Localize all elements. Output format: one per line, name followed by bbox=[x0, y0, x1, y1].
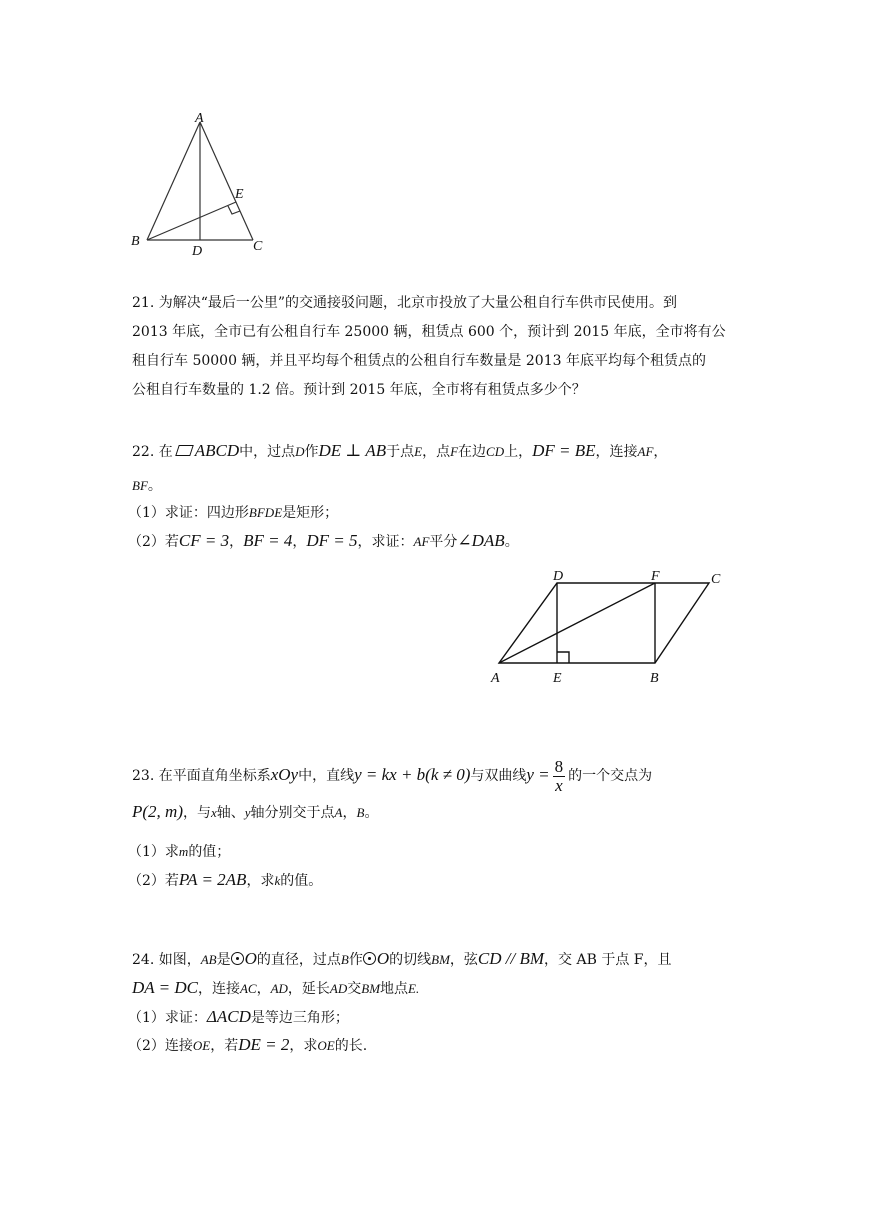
q22-part-1: （1）求证：四边形BFDE是矩形； bbox=[128, 505, 339, 521]
q24-part-2: （2）连接OE，若DE = 2，求OE的长. bbox=[128, 1035, 368, 1054]
label-b: B bbox=[650, 671, 659, 686]
q24-line-1: 24. 如图，AB是 O的直径，过点B作 O的切线BM，弦CD // BM，交 AB 于点 F，且 bbox=[132, 949, 672, 968]
label-d: D bbox=[553, 569, 564, 584]
q22-line-2: BF。 bbox=[132, 478, 162, 494]
q21-line-3: 租自行车 50000 辆，并且平均每个租赁点的公租自行车数量是 2013 年底平均每个租赁点的 bbox=[132, 353, 706, 369]
label-e: E bbox=[235, 187, 244, 202]
parallelogram-figure bbox=[480, 565, 730, 695]
label-c: C bbox=[711, 572, 721, 587]
circle-dot-icon bbox=[231, 952, 244, 965]
fraction-8-over-x: $\frac{8}{x}$ bbox=[554, 756, 564, 795]
label-e: E bbox=[553, 671, 562, 686]
label-d: D bbox=[192, 244, 203, 259]
triangle-figure bbox=[125, 110, 275, 260]
q23-line-2: P(2, m)，与x轴、y轴分别交于点A，B。 bbox=[132, 802, 379, 821]
parallelogram-icon bbox=[175, 445, 194, 456]
circle-dot-icon bbox=[363, 952, 376, 965]
q23-part-2: （2）若PA = 2AB，求k的值。 bbox=[128, 870, 323, 889]
q21-line-1: 21. 为解决“最后一公里”的交通接驳问题，北京市投放了大量公租自行车供市民使用。到 bbox=[132, 295, 678, 311]
q23-line-1: 23. 在平面直角坐标系xOy中，直线y = kx + b(k ≠ 0)与双曲线y = $\frac{8}{x}$ 的一个交点为 bbox=[132, 756, 653, 795]
q24-part-1: （1）求证：ΔACD是等边三角形； bbox=[128, 1007, 349, 1026]
q24-line-2: DA = DC，连接AC，AD，延长AD交BM地点E. bbox=[132, 978, 420, 997]
q21-line-4: 公租自行车数量的 1.2 倍。预计到 2015 年底，全市将有租赁点多少个？ bbox=[132, 382, 586, 398]
label-f: F bbox=[651, 569, 660, 584]
q23-part-1: （1）求m的值； bbox=[128, 844, 231, 860]
label-c: C bbox=[253, 239, 263, 254]
q22-part-2: （2）若CF = 3，BF = 4，DF = 5，求证：AF平分∠DAB。 bbox=[128, 531, 519, 550]
label-a: A bbox=[491, 671, 500, 686]
q22-line-1: 22. 在 ABCD中，过点D作DE ⊥ AB于点E，点F在边CD上，DF = BE，连接AF， bbox=[132, 441, 668, 460]
label-b: B bbox=[131, 234, 140, 249]
q21-line-2: 2013 年底，全市已有公租自行车 25000 辆，租赁点 600 个，预计到 2015 年底，全市将有公 bbox=[132, 324, 726, 340]
label-a: A bbox=[195, 111, 204, 126]
